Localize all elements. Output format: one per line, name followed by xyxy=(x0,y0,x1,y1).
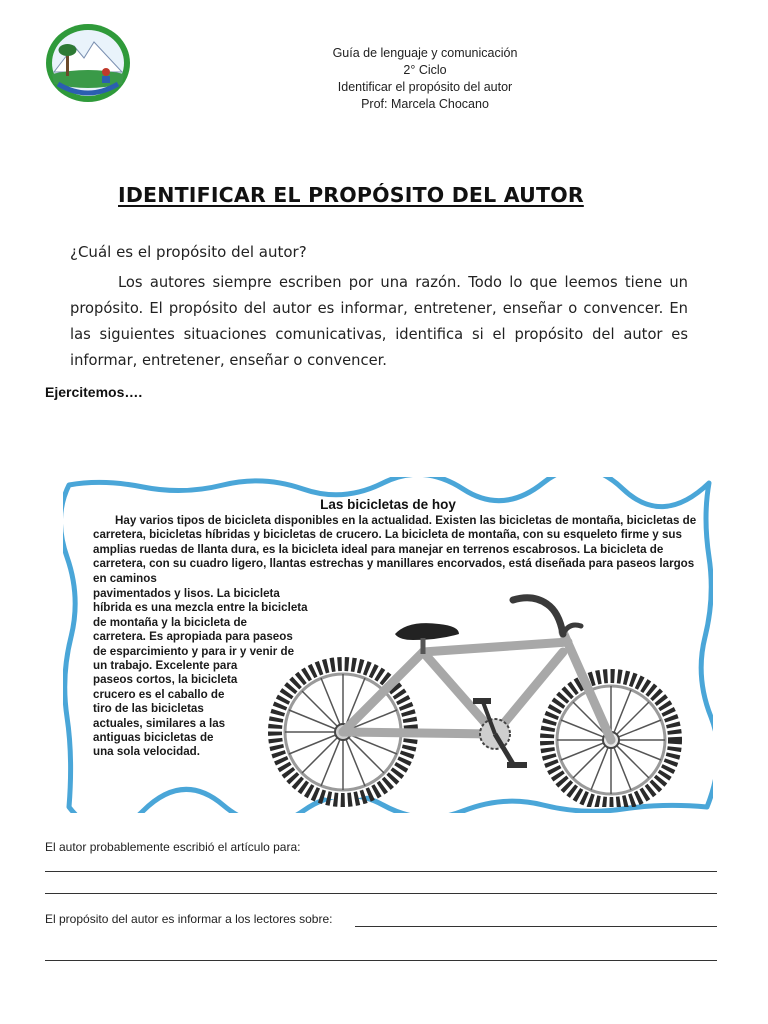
side-line: de montaña y la bicicleta de xyxy=(93,615,247,629)
answer-line-4[interactable] xyxy=(45,960,717,961)
article-title: Las bicicletas de hoy xyxy=(320,497,456,512)
article-paragraph-text: Hay varios tipos de bicicleta disponibles en la actualidad. Existen las bicicletas de montaña, bicicletas de carretera, bicicletas híbridas y bicicletas de crucero. La bicicleta de montaña, con su esqueleto firme y sus amplias ruedas de llanta dura, es la bicicleta ideal para manejar en terrenos escabrosos. La bicicleta de carretera, con su cuadro ligero, llantas estrechas y manillares encorvados, está diseñada para paseos largos en caminos xyxy=(93,514,697,585)
answer-line-1[interactable] xyxy=(45,871,717,872)
article-box xyxy=(63,477,713,813)
side-line: híbrida es una mezcla entre la bicicleta xyxy=(93,601,308,615)
side-line: pavimentados y lisos. La bicicleta xyxy=(93,587,280,600)
header-teacher: Prof: Marcela Chocano xyxy=(361,97,489,111)
question-two: El propósito del autor es informar a los lectores sobre: xyxy=(45,912,333,926)
side-line: una sola velocidad. xyxy=(93,745,200,759)
header-level: 2° Ciclo xyxy=(403,63,447,77)
document-header xyxy=(290,45,560,113)
side-line: un trabajo. Excelente para xyxy=(93,659,238,673)
side-line: paseos cortos, la bicicleta xyxy=(93,673,238,687)
bike-seat xyxy=(395,623,459,640)
question-one: El autor probablemente escribió el artículo para: xyxy=(45,840,301,854)
article-paragraph xyxy=(93,514,705,586)
side-line: de esparcimiento y para ir y venir de xyxy=(93,644,295,658)
exercise-heading: Ejercitemos…. xyxy=(45,384,143,400)
header-subject: Guía de lenguaje y comunicación xyxy=(332,46,518,60)
guiding-question: ¿Cuál es el propósito del autor? xyxy=(70,243,307,261)
answer-line-2[interactable] xyxy=(45,893,717,894)
answer-line-3[interactable] xyxy=(355,926,717,927)
side-line: tiro de las bicicletas xyxy=(93,702,204,716)
bike-handlebar xyxy=(513,598,563,634)
header-topic: Identificar el propósito del autor xyxy=(337,80,513,94)
side-line: antiguas bicicletas de xyxy=(93,731,214,745)
school-seal-icon xyxy=(44,22,132,104)
page-title: IDENTIFICAR EL PROPÓSITO DEL AUTOR xyxy=(118,183,584,207)
intro-paragraph: Los autores siempre escriben por una razón. Todo lo que leemos tiene un propósito. El propósito del autor es informar, entretener, enseñar o convencer. En las siguientes situaciones comunicativas, identifica si el propósito del autor es informar, entretener, enseñar o convencer. xyxy=(70,274,688,369)
school-logo xyxy=(44,22,132,104)
bicycle-illustration xyxy=(263,592,703,807)
side-line: crucero es el caballo de xyxy=(93,687,225,701)
side-line: actuales, similares a las xyxy=(93,716,226,730)
side-line: carretera. Es apropiada para paseos xyxy=(93,630,293,644)
